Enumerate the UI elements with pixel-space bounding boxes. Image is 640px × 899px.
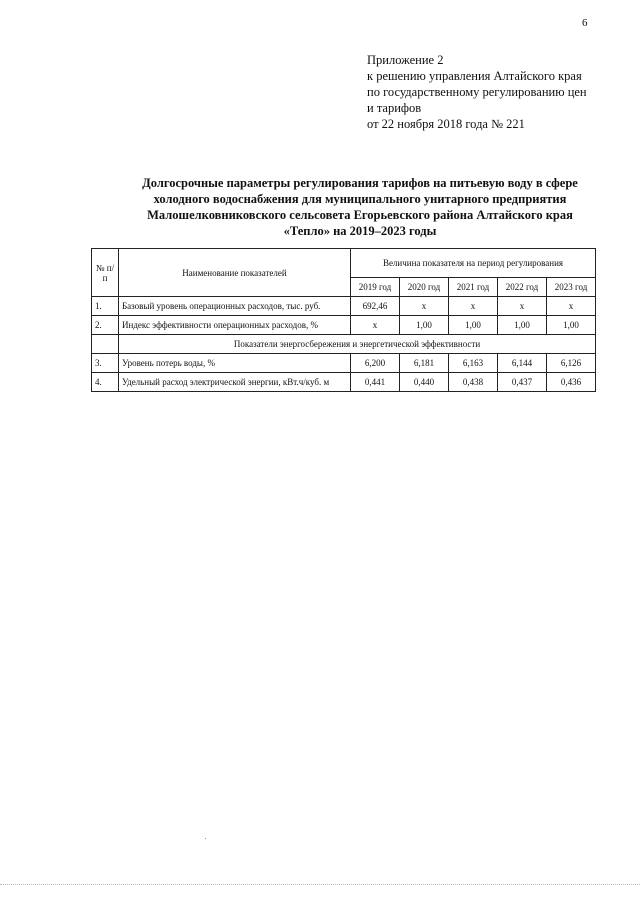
row-name: Удельный расход электрической энергии, кВт.ч/куб. м bbox=[119, 373, 351, 392]
header-year: 2023 год bbox=[547, 278, 596, 297]
row-value: 0,437 bbox=[498, 373, 547, 392]
row-value: 692,46 bbox=[351, 297, 400, 316]
row-value: x bbox=[547, 297, 596, 316]
parameters-table bbox=[91, 248, 596, 392]
row-value: x bbox=[498, 297, 547, 316]
table-header-row bbox=[92, 249, 596, 278]
header-period: Величина показателя на период регулирования bbox=[351, 249, 596, 278]
row-name: Индекс эффективности операционных расходов, % bbox=[119, 316, 351, 335]
document-title bbox=[112, 175, 608, 239]
row-value: x bbox=[449, 297, 498, 316]
row-value: 0,436 bbox=[547, 373, 596, 392]
title-line: холодного водоснабжения для муниципального унитарного предприятия bbox=[153, 192, 567, 206]
row-value: 0,438 bbox=[449, 373, 498, 392]
row-value: x bbox=[400, 297, 449, 316]
row-name: Уровень потерь воды, % bbox=[119, 354, 351, 373]
appendix-line: и тарифов bbox=[367, 101, 422, 115]
scan-edge-line bbox=[0, 884, 640, 885]
appendix-line: по государственному регулированию цен bbox=[367, 85, 587, 99]
row-num: 3. bbox=[92, 354, 119, 373]
appendix-line: от 22 ноября 2018 года № 221 bbox=[367, 117, 525, 131]
row-num: 2. bbox=[92, 316, 119, 335]
row-value: 1,00 bbox=[498, 316, 547, 335]
appendix-header bbox=[367, 52, 587, 132]
header-year: 2019 год bbox=[351, 278, 400, 297]
row-value: 1,00 bbox=[547, 316, 596, 335]
table-row bbox=[92, 373, 596, 392]
row-value: 0,441 bbox=[351, 373, 400, 392]
row-num: 1. bbox=[92, 297, 119, 316]
page-number: 6 bbox=[582, 17, 588, 29]
row-value: 6,126 bbox=[547, 354, 596, 373]
title-line: Долгосрочные параметры регулирования тарифов на питьевую воду в сфере bbox=[142, 176, 578, 190]
title-line: «Тепло» на 2019–2023 годы bbox=[283, 224, 437, 238]
table-section-row bbox=[92, 335, 596, 354]
section-spacer bbox=[92, 335, 119, 354]
header-name: Наименование показателей bbox=[119, 249, 351, 297]
scan-speck bbox=[205, 838, 206, 839]
row-num: 4. bbox=[92, 373, 119, 392]
row-value: x bbox=[351, 316, 400, 335]
table-row bbox=[92, 354, 596, 373]
header-year: 2021 год bbox=[449, 278, 498, 297]
row-value: 6,181 bbox=[400, 354, 449, 373]
row-name: Базовый уровень операционных расходов, тыс. руб. bbox=[119, 297, 351, 316]
header-year: 2020 год bbox=[400, 278, 449, 297]
title-line: Малошелковниковского сельсовета Егорьевского района Алтайского края bbox=[147, 208, 573, 222]
table-row bbox=[92, 316, 596, 335]
row-value: 1,00 bbox=[400, 316, 449, 335]
row-value: 1,00 bbox=[449, 316, 498, 335]
row-value: 0,440 bbox=[400, 373, 449, 392]
header-num: № п/п bbox=[92, 249, 119, 297]
table-row bbox=[92, 297, 596, 316]
row-value: 6,200 bbox=[351, 354, 400, 373]
header-year: 2022 год bbox=[498, 278, 547, 297]
appendix-line: к решению управления Алтайского края bbox=[367, 69, 582, 83]
row-value: 6,144 bbox=[498, 354, 547, 373]
row-value: 6,163 bbox=[449, 354, 498, 373]
appendix-line: Приложение 2 bbox=[367, 53, 444, 67]
section-heading: Показатели энергосбережения и энергетической эффективности bbox=[119, 335, 596, 354]
